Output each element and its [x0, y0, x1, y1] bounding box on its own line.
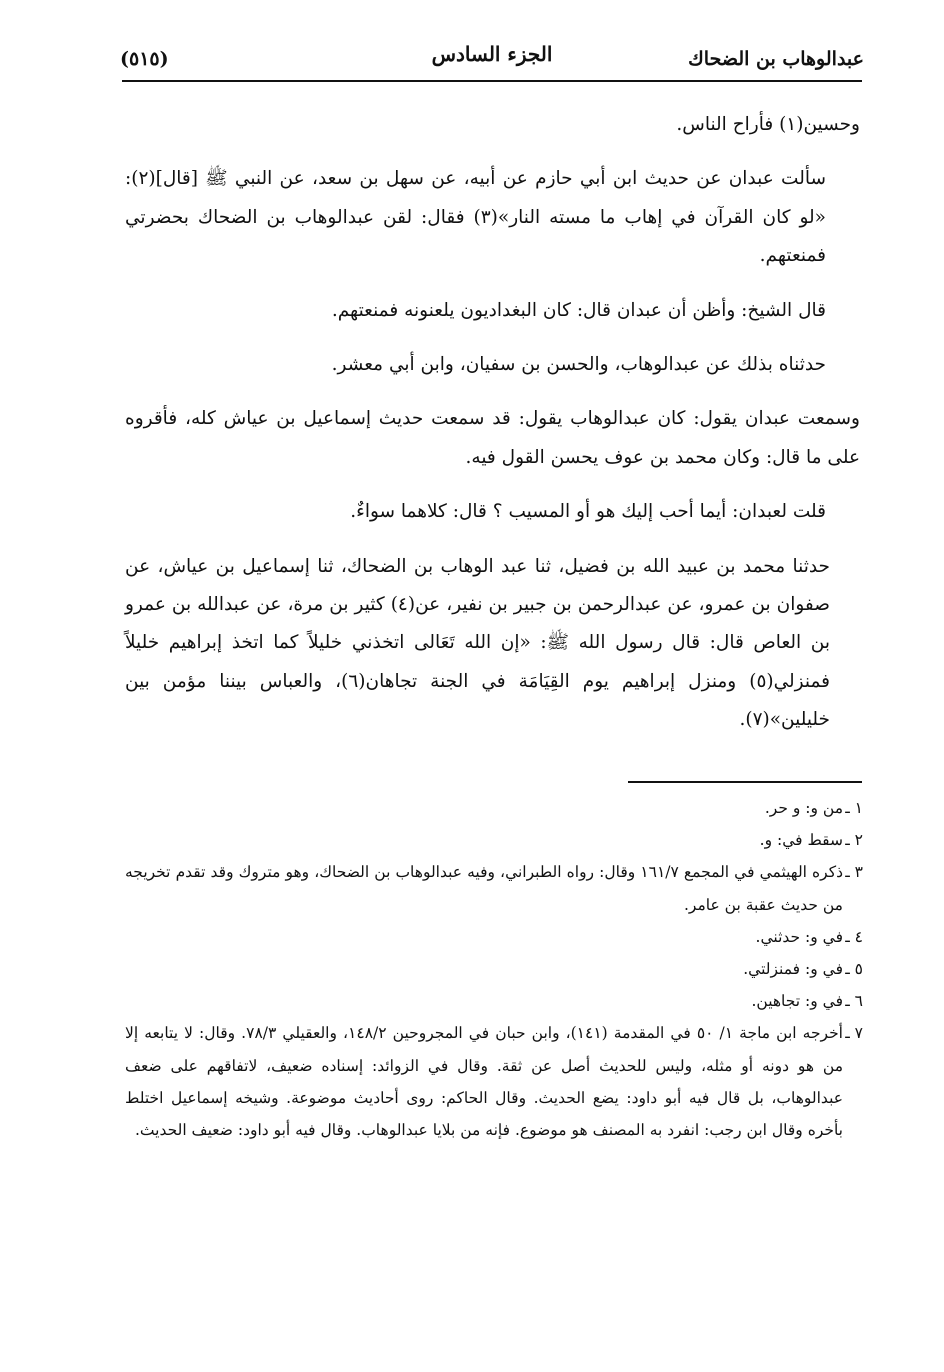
- main-text: [125, 106, 860, 740]
- footnote-number: ٦ ـ: [845, 992, 863, 1011]
- footnote-text: في و: حدثني.: [755, 927, 843, 946]
- paragraph-spacer: [125, 276, 860, 292]
- footnote-text: في و: تجاهين.: [751, 992, 843, 1011]
- footnote: [125, 1017, 863, 1146]
- footnote-text: أخرجه ابن ماجة ١/ ٥٠ في المقدمة (١٤١)، وابن حبان في المجروحين ١٤٨/٢، والعقيلي ٧٨/٣. وقال: لا يتابعه إلا من هو دونه أو مثله، وليس للحديث أصل عن ثقة. وقال في الزوائد: إسناده ضعيف، لاتفاقهم على ضعف عبدالوهاب، بل قال فيه أبو داود: يضع الحديث. وقال الحاكم: روى أحاديث موضوعة. وشيخه إسماعيل اختلط بأخره وقال ابن رجب: انفرد به المصنف هو موضوع. فإنه من بلايا عبدالوهاب. وقال فيه أبو داود: ضعيف الحديث.: [125, 1024, 843, 1140]
- footnote-number: ٧ ـ: [845, 1024, 863, 1043]
- footnote-text: ذكره الهيثمي في المجمع ١٦١/٧ وقال: رواه الطبراني، وفيه عبدالوهاب بن الضحاك، وهو متروك وقد تقدم تخريجه من حديث عقبة بن عامر.: [125, 863, 844, 914]
- footnote-text: سقط في: و.: [759, 831, 843, 850]
- volume-title: الجزء السادس: [431, 42, 553, 66]
- footnote: [125, 824, 863, 856]
- footnote-number: ١ ـ: [845, 799, 863, 817]
- footnote-number: ٢ ـ: [845, 831, 863, 850]
- footnote-number: ٤ ـ: [845, 927, 863, 946]
- footnote-divider: [628, 781, 862, 783]
- footnote: [125, 856, 863, 920]
- paragraph: حدثناه بذلك عن عبدالوهاب، والحسن بن سفيان، وابن أبي معشر.: [331, 354, 826, 376]
- paragraph-spacer: [125, 144, 860, 160]
- footnote-text: في و: فمنزلتي.: [743, 960, 843, 979]
- footnotes: [125, 792, 863, 1146]
- paragraph: حدثنا محمد بن عبيد الله بن فضيل، ثنا عبد الوهاب بن الضحاك، ثنا إسماعيل بن عياش، عن صفوان بن عمرو، عن عبدالرحمن بن جبير بن نفير، عن(٤) كثير بن مرة، عن عبدالله بن عمرو بن العاص قال: قال رسول الله ﷺ: «إن الله تَعَالى اتخذني خليلاً كما اتخذ إبراهيم خليلاً فمنزلي(٥) ومنزل إبراهيم يوم القِيَامَة في الجنة تجاهان(٦)، والعباس بيننا مؤمن بين خليلين»(٧).: [125, 555, 830, 731]
- footnote-text: من و: و حر.: [764, 799, 843, 817]
- footnote: [125, 921, 863, 953]
- paragraph: قلت لعبدان: أيما أحب إليك هو أو المسيب ؟ قال: كلاهما سواءٌ.: [350, 501, 826, 523]
- paragraph-spacer: [125, 330, 860, 346]
- footnote-number: ٥ ـ: [845, 960, 863, 979]
- footnote: [125, 985, 863, 1017]
- running-title: عبدالوهاب بن الضحاك: [688, 48, 864, 70]
- paragraph-spacer: [125, 477, 860, 493]
- paragraph-spacer: [125, 532, 860, 548]
- paragraph: سألت عبدان عن حديث ابن أبي حازم عن أبيه، عن سهل بن سعد، عن النبي ﷺ [قال](٢): «لو كان القرآن في إهاب ما مسته النار»(٣) فقال: لقن عبدالوهاب بن الضحاك بحضرتي فمنعتهم.: [125, 168, 826, 267]
- footnote-number: ٣ ـ: [845, 863, 863, 882]
- paragraph: وحسين(١) فأراح الناس.: [676, 114, 860, 135]
- footnote: [125, 792, 863, 824]
- page-header: [120, 40, 864, 80]
- header-divider: [122, 80, 862, 82]
- page-number: (٥١٥): [120, 48, 169, 70]
- paragraph: وسمعت عبدان يقول: كان عبدالوهاب يقول: قد سمعت حديث إسماعيل بن عياش كله، فأقروه على ما قال: وكان محمد بن عوف يحسن القول فيه.: [125, 408, 860, 468]
- footnote: [125, 953, 863, 985]
- paragraph-spacer: [125, 384, 860, 400]
- paragraph: قال الشيخ: وأظن أن عبدان قال: كان البغداديون يلعنونه فمنعتهم.: [331, 299, 826, 321]
